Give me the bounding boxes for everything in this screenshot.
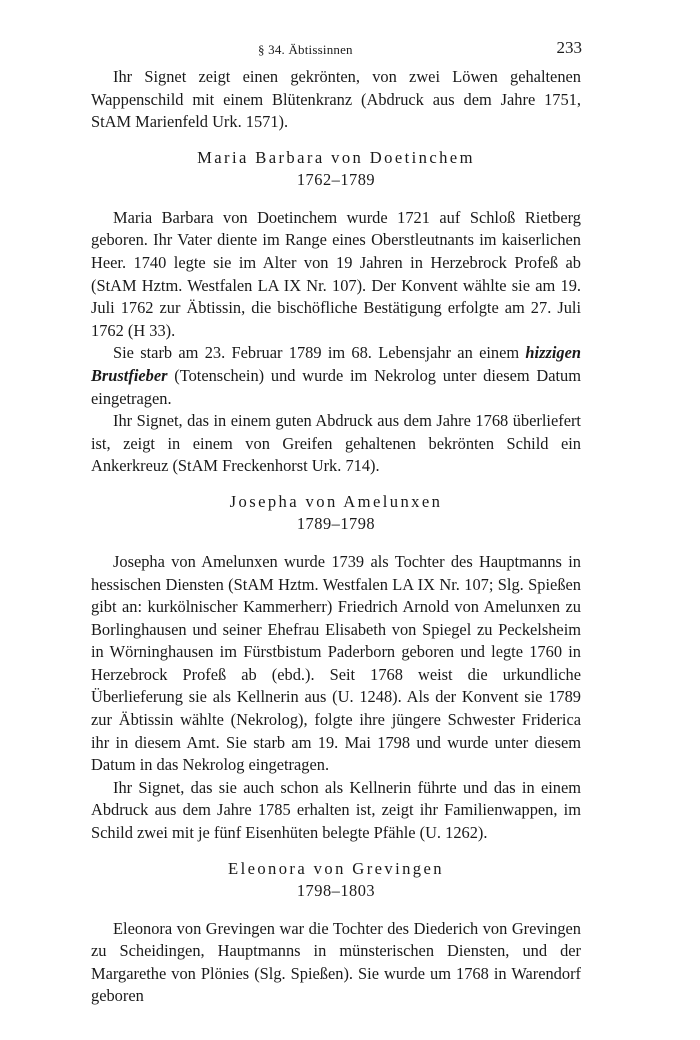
paragraph: Ihr Signet, das sie auch schon als Kellnerin führte und das in einem Abdruck aus dem Jahre 1785 erhalten ist, zeigt ihr Familienwappen, im Schild zwei mit je fünf Eisenhüten belegte Pfähle (U. 1262). (91, 777, 581, 843)
paragraph-text: (Totenschein) und wurde im Nekrolog unter diesem Datum eingetragen. (91, 365, 581, 408)
paragraph: Josepha von Amelunxen wurde 1739 als Tochter des Hauptmanns in hessischen Diensten (StAM Hztm. Westfalen LA IX Nr. 107; Slg. Spießen gibt an: kurkölnischer Kammerherr) Friedrich Arnold von Amelunxen zu Borlinghausen und seiner Ehefrau Elisabeth von Spiegel zu Peckelsheim in Wörninghausen im Fürstbistum Paderborn geboren und legte 1760 in Herzebrock Profeß ab (ebd.). Seit 1768 weist die urkundliche Überlieferung sie als Kellnerin aus (U. 1248). Als der Konvent sie 1789 zur Äbtissin wählte (Nekrolog), folgte ihre jüngere Schwester Friderica ihr in diesem Amt. Sie starb am 19. Mai 1798 und wurde unter diesem Datum in das Nekrolog eingetragen. (91, 551, 581, 775)
intro-paragraph: Ihr Signet zeigt einen gekrönten, von zwei Löwen gehaltenen Wappenschild mit einem Blütenkranz (Abdruck aus dem Jahre 1751, StAM Marienfeld Urk. 1571). (91, 67, 581, 132)
paragraph: Eleonora von Grevingen war die Tochter des Diederich von Grevingen zu Scheidingen, Hauptmanns in münsterischen Diensten, und der Margarethe von Plönies (Slg. Spießen). Sie wurde um 1768 in Warendorf geboren (91, 918, 581, 1006)
paragraph-text: Sie starb am 23. Februar 1789 im 68. Lebensjahr an einem (113, 343, 526, 363)
section-title: § 34. Äbtissinnen (258, 42, 353, 57)
abbess-years: 1789–1798 (296, 513, 376, 533)
body-text (91, 66, 581, 1008)
entry-heading (91, 858, 581, 902)
running-header (0, 38, 700, 60)
paragraph (91, 342, 581, 410)
paragraph: Ihr Signet, das in einem guten Abdruck aus dem Jahre 1768 überliefert ist, zeigt in einem von Greifen gehaltenen bekrönten Schild ein Ankerkreuz (StAM Freckenhorst Urk. 714). (91, 411, 581, 476)
page-number: 233 (556, 38, 582, 57)
abbess-years: 1798–1803 (296, 880, 376, 900)
abbess-name: Maria Barbara von Doetinchem (197, 147, 475, 167)
entry-heading (91, 147, 581, 191)
emphasized-quote: hizzigen Brustfieber (91, 343, 581, 385)
abbess-name: Josepha von Amelunxen (229, 491, 443, 511)
entry-heading (91, 491, 581, 535)
abbess-years: 1762–1789 (296, 169, 376, 189)
paragraph: Maria Barbara von Doetinchem wurde 1721 auf Schloß Rietberg geboren. Ihr Vater diente im Range eines Oberstleutnants im kaiserlichen Heer. 1740 legte sie im Alter von 19 Jahren in Herzebrock Profeß ab (StAM Hztm. Westfalen LA IX Nr. 107). Der Konvent wählte sie am 19. Juli 1762 zur Äbtissin, die bischöfliche Bestätigung erfolgte am 27. Juli 1762 (H 33). (91, 207, 581, 340)
abbess-name: Eleonora von Grevingen (228, 858, 444, 878)
